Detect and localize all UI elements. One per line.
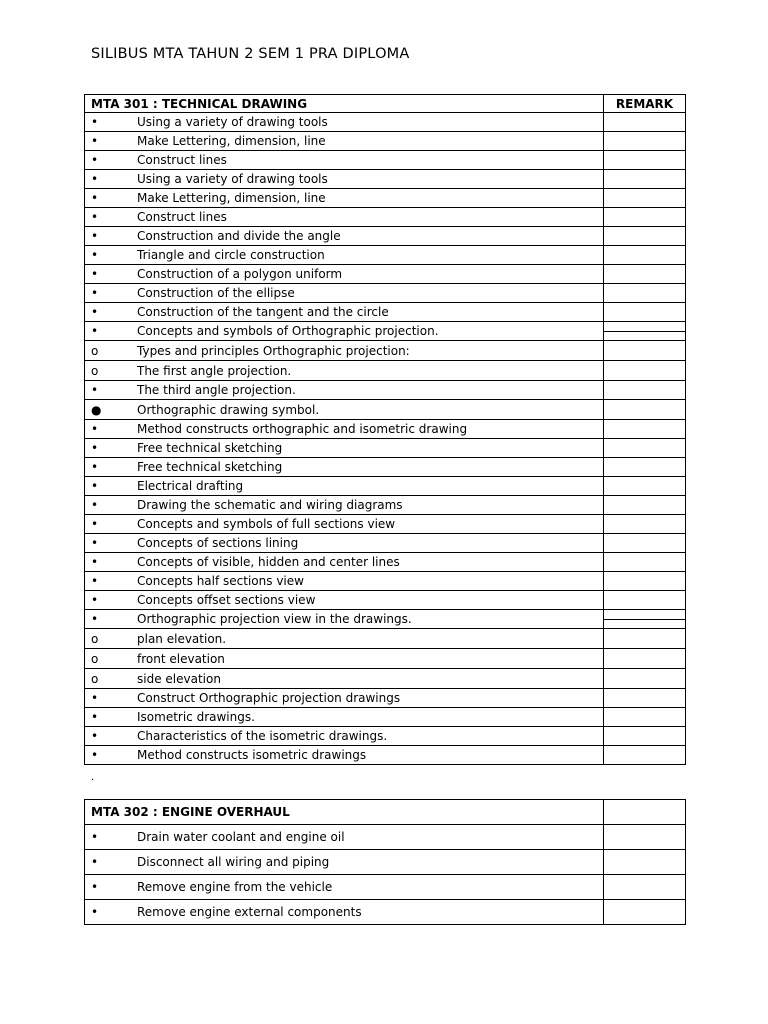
topic-text: Construction and divide the angle [137, 229, 341, 243]
topic-cell [85, 458, 604, 477]
bullet-marker: • [91, 691, 99, 705]
bullet-marker: o [91, 671, 99, 686]
bullet-marker: • [91, 905, 99, 919]
topic-text: Electrical drafting [137, 479, 244, 493]
remark-cell[interactable] [604, 708, 686, 727]
remark-cell[interactable] [604, 746, 686, 765]
topic-cell [85, 439, 604, 458]
remark-cell[interactable] [604, 689, 686, 708]
course-header: MTA 302 : ENGINE OVERHAUL [85, 800, 604, 825]
topic-cell [85, 189, 604, 208]
table-row [85, 591, 686, 610]
topic-text: Triangle and circle construction [137, 248, 325, 262]
remark-cell[interactable] [604, 341, 686, 361]
remark-cell[interactable] [604, 361, 686, 381]
table-row [85, 689, 686, 708]
table-row [85, 439, 686, 458]
topic-text: Construction of the tangent and the circle [137, 305, 389, 319]
topic-text: Concepts half sections view [137, 574, 304, 588]
topic-cell [85, 284, 604, 303]
remark-cell[interactable] [604, 132, 686, 151]
topic-text: Method constructs orthographic and isometric drawing [137, 422, 468, 436]
bullet-marker: • [91, 441, 99, 455]
remark-cell[interactable] [604, 458, 686, 477]
topic-text: Construct lines [137, 153, 227, 167]
bullet-marker: o [91, 651, 99, 666]
topic-text: Drawing the schematic and wiring diagrams [137, 498, 403, 512]
bullet-marker: • [91, 479, 99, 493]
table-row [85, 610, 686, 629]
remark-cell[interactable] [604, 189, 686, 208]
topic-cell [85, 208, 604, 227]
bullet-marker: • [91, 422, 99, 436]
topic-text: Using a variety of drawing tools [137, 115, 328, 129]
remark-cell[interactable] [604, 900, 686, 925]
table-row [85, 227, 686, 246]
topic-cell [85, 322, 604, 341]
topic-text: Remove engine external components [137, 905, 362, 919]
topic-text: front elevation [137, 651, 225, 666]
remark-cell[interactable] [604, 591, 686, 610]
remark-cell[interactable] [604, 381, 686, 400]
topic-cell [85, 227, 604, 246]
topic-cell [85, 746, 604, 765]
bullet-marker: • [91, 383, 99, 397]
bullet-marker: • [91, 748, 99, 762]
topic-cell [85, 669, 604, 689]
bullet-marker: • [91, 191, 99, 205]
table-row [85, 284, 686, 303]
bullet-marker: • [91, 153, 99, 167]
topic-text: Free technical sketching [137, 441, 283, 455]
bullet-marker: • [91, 210, 99, 224]
table-row [85, 477, 686, 496]
remark-cell[interactable] [604, 515, 686, 534]
topic-cell [85, 246, 604, 265]
remark-cell[interactable] [604, 610, 686, 629]
bullet-marker: o [91, 631, 99, 646]
bullet-marker: • [91, 855, 99, 869]
bullet-marker: • [91, 612, 99, 626]
table-row [85, 669, 686, 689]
table-row [85, 515, 686, 534]
topic-cell [85, 265, 604, 284]
remark-cell[interactable] [604, 477, 686, 496]
table-row [85, 341, 686, 361]
bullet-marker: ● [91, 402, 102, 417]
table-row [85, 189, 686, 208]
remark-cell[interactable] [604, 227, 686, 246]
bullet-marker: • [91, 880, 99, 894]
remark-cell[interactable] [604, 850, 686, 875]
remark-cell[interactable] [604, 553, 686, 572]
bullet-marker: • [91, 172, 99, 186]
topic-text: Orthographic projection view in the drawings. [137, 612, 412, 626]
table-row [85, 708, 686, 727]
course-header: MTA 301 : TECHNICAL DRAWING [85, 95, 604, 113]
table-row [85, 246, 686, 265]
topic-text: Construct Orthographic projection drawings [137, 691, 401, 705]
remark-header [604, 800, 686, 825]
topic-cell [85, 477, 604, 496]
bullet-marker: • [91, 574, 99, 588]
table-row [85, 553, 686, 572]
bullet-marker: • [91, 517, 99, 531]
topic-text: Construction of a polygon uniform [137, 267, 343, 281]
table-row [85, 265, 686, 284]
topic-cell [85, 534, 604, 553]
remark-cell[interactable] [604, 246, 686, 265]
topic-text: The third angle projection. [137, 383, 296, 397]
topic-cell [85, 132, 604, 151]
remark-cell[interactable] [604, 208, 686, 227]
bullet-marker: • [91, 710, 99, 724]
table-row [85, 113, 686, 132]
topic-cell [85, 825, 604, 850]
bullet-marker: • [91, 536, 99, 550]
bullet-marker: • [91, 286, 99, 300]
topic-text: Characteristics of the isometric drawings. [137, 729, 388, 743]
bullet-marker: • [91, 555, 99, 569]
table-header-row [85, 95, 686, 113]
remark-cell[interactable] [604, 875, 686, 900]
table-row [85, 208, 686, 227]
topic-text: Isometric drawings. [137, 710, 255, 724]
topic-cell [85, 591, 604, 610]
topic-text: Drain water coolant and engine oil [137, 830, 345, 844]
bullet-marker: • [91, 229, 99, 243]
topic-cell [85, 341, 604, 361]
bullet-marker: • [91, 248, 99, 262]
topic-text: Concepts offset sections view [137, 593, 316, 607]
topic-text: Concepts and symbols of Orthographic projection. [137, 324, 439, 338]
topic-text: Remove engine from the vehicle [137, 880, 333, 894]
remark-cell[interactable] [604, 649, 686, 669]
table-row [85, 534, 686, 553]
remark-cell[interactable] [604, 303, 686, 322]
remark-cell[interactable] [604, 284, 686, 303]
table-row [85, 170, 686, 189]
topic-cell [85, 727, 604, 746]
topic-text: Concepts of sections lining [137, 536, 299, 550]
remark-cell[interactable] [604, 825, 686, 850]
table-row [85, 850, 686, 875]
topic-cell [85, 515, 604, 534]
bullet-marker: • [91, 593, 99, 607]
remark-cell[interactable] [604, 265, 686, 284]
topic-cell [85, 170, 604, 189]
cell-divider [604, 331, 685, 332]
topic-cell [85, 553, 604, 572]
topic-cell [85, 496, 604, 515]
remark-cell[interactable] [604, 727, 686, 746]
table-row [85, 572, 686, 591]
topic-text: Disconnect all wiring and piping [137, 855, 330, 869]
topic-cell [85, 689, 604, 708]
remark-cell[interactable] [604, 439, 686, 458]
bullet-marker: o [91, 363, 99, 378]
remark-cell[interactable] [604, 113, 686, 132]
topic-text: Construct lines [137, 210, 227, 224]
topic-cell [85, 361, 604, 381]
remark-cell[interactable] [604, 322, 686, 341]
remark-cell[interactable] [604, 534, 686, 553]
table-row [85, 900, 686, 925]
remark-cell[interactable] [604, 572, 686, 591]
topic-cell [85, 420, 604, 439]
topic-text: Make Lettering, dimension, line [137, 134, 326, 148]
table-row [85, 303, 686, 322]
table-row [85, 322, 686, 341]
table-row [85, 825, 686, 850]
remark-cell[interactable] [604, 151, 686, 170]
table-row [85, 746, 686, 765]
syllabus-table-mta301 [84, 94, 686, 765]
topic-text: Construction of the ellipse [137, 286, 295, 300]
table-row [85, 649, 686, 669]
bullet-marker: • [91, 498, 99, 512]
cell-divider [604, 619, 685, 620]
bullet-marker: • [91, 830, 99, 844]
remark-cell[interactable] [604, 496, 686, 515]
table-row [85, 381, 686, 400]
table-row [85, 496, 686, 515]
topic-text: Make Lettering, dimension, line [137, 191, 326, 205]
topic-text: Using a variety of drawing tools [137, 172, 328, 186]
bullet-marker: • [91, 305, 99, 319]
remark-cell[interactable] [604, 400, 686, 420]
remark-cell[interactable] [604, 170, 686, 189]
topic-text: Concepts of visible, hidden and center lines [137, 555, 400, 569]
table-row [85, 458, 686, 477]
table-row [85, 361, 686, 381]
table-row [85, 400, 686, 420]
topic-cell [85, 381, 604, 400]
bullet-marker: • [91, 267, 99, 281]
table-row [85, 875, 686, 900]
topic-cell [85, 113, 604, 132]
topic-text: side elevation [137, 671, 221, 686]
remark-cell[interactable] [604, 629, 686, 649]
topic-text: plan elevation. [137, 631, 227, 646]
topic-cell [85, 900, 604, 925]
table-row [85, 727, 686, 746]
topic-cell [85, 400, 604, 420]
topic-cell [85, 629, 604, 649]
table-row [85, 629, 686, 649]
topic-cell [85, 649, 604, 669]
remark-header: REMARK [604, 95, 686, 113]
topic-cell [85, 572, 604, 591]
bullet-marker: • [91, 460, 99, 474]
remark-cell[interactable] [604, 669, 686, 689]
remark-cell[interactable] [604, 420, 686, 439]
bullet-marker: • [91, 115, 99, 129]
topic-text: Concepts and symbols of full sections view [137, 517, 396, 531]
topic-text: Method constructs isometric drawings [137, 748, 367, 762]
topic-text: Types and principles Orthographic projection: [137, 343, 410, 358]
syllabus-table-mta302 [84, 799, 686, 925]
bullet-marker: o [91, 343, 99, 358]
bullet-marker: • [91, 324, 99, 338]
table-row [85, 420, 686, 439]
topic-text: The first angle projection. [137, 363, 292, 378]
topic-cell [85, 151, 604, 170]
topic-text: Free technical sketching [137, 460, 283, 474]
topic-text: Orthographic drawing symbol. [137, 402, 320, 417]
table-header-row [85, 800, 686, 825]
document-title: SILIBUS MTA TAHUN 2 SEM 1 PRA DIPLOMA [91, 46, 410, 62]
topic-cell [85, 610, 604, 629]
topic-cell [85, 875, 604, 900]
topic-cell [85, 303, 604, 322]
paragraph-mark: . [91, 772, 95, 783]
bullet-marker: • [91, 729, 99, 743]
table-row [85, 151, 686, 170]
topic-cell [85, 850, 604, 875]
table-row [85, 132, 686, 151]
bullet-marker: • [91, 134, 99, 148]
topic-cell [85, 708, 604, 727]
